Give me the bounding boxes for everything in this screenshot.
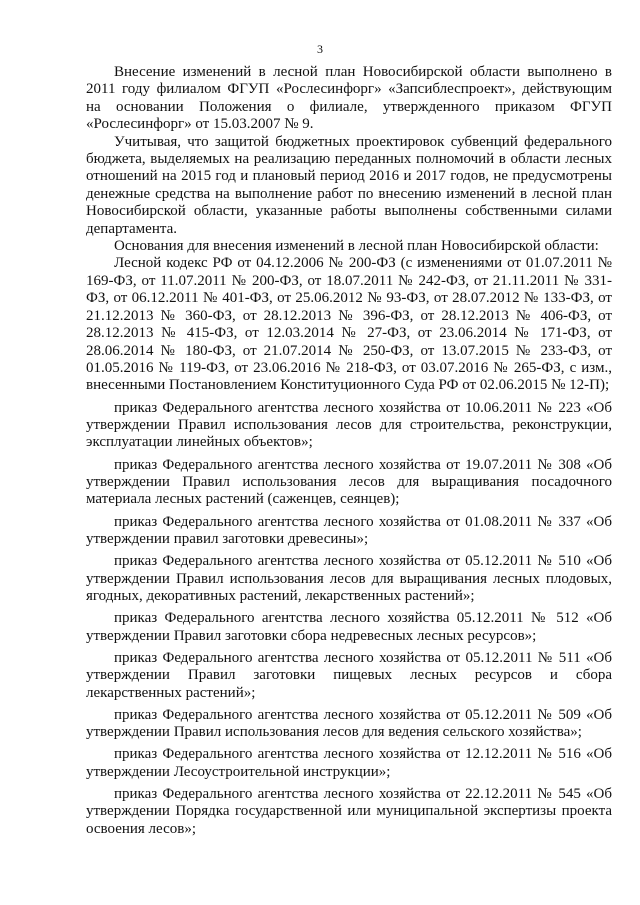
order-item: приказ Федерального агентства лесного хозяйства от 05.12.2011 № 510 «Об утверждении Правил использования лесов для выращивания лесных плодовых, ягодных, декоративных растений, лекарственных растений»;	[86, 553, 612, 604]
page-number: 3	[317, 42, 323, 56]
paragraph-intro: Внесение изменений в лесной план Новосибирской области выполнено в 2011 году филиалом ФГУП «Рослесинфорг» «Запсиблеспроект», действующим на основании Положения о филиале, утвержденного приказом ФГУП «Рослесинфорг» от 15.03.2007 № 9.	[86, 64, 612, 133]
paragraph-grounds-heading: Основания для внесения изменений в лесной план Новосибирской области:	[114, 238, 599, 255]
paragraph-forest-code: Лесной кодекс РФ от 04.12.2006 № 200-ФЗ (с изменениями от 01.07.2011 № 169-ФЗ, от 11.07.2011 № 200-ФЗ, от 18.07.2011 № 242-ФЗ, от 21.11.2011 № 331-ФЗ, от 06.12.2011 № 401-ФЗ, от 25.06.2012 № 93-ФЗ, от 28.07.2012 № 133-ФЗ, от 21.12.2013 № 360-ФЗ, от 28.12.2013 № 396-ФЗ, от 28.12.2013 № 406-ФЗ, от 28.12.2013 № 415-ФЗ, от 12.03.2014 № 27-ФЗ, от 23.06.2014 № 171-ФЗ, от 28.06.2014 № 180-ФЗ, от 21.07.2014 № 250-ФЗ, от 13.07.2015 № 233-ФЗ, от 01.05.2016 № 119-ФЗ, от 23.06.2016 № 218-ФЗ, от 03.07.2016 № 265-ФЗ, с изм., внесенными Постановлением Конституционного Суда РФ от 02.06.2015 № 12-П);	[86, 255, 612, 394]
order-item: приказ Федерального агентства лесного хозяйства от 10.06.2011 № 223 «Об утверждении Правил использования лесов для строительства, реконструкции, эксплуатации линейных объектов»;	[86, 399, 612, 451]
order-item: приказ Федерального агентства лесного хозяйства от 01.08.2011 № 337 «Об утверждении правил заготовки древесины»;	[86, 513, 612, 547]
document-body	[86, 64, 612, 838]
order-item: приказ Федерального агентства лесного хозяйства 05.12.2011 № 512 «Об утверждении Правил заготовки сбора недревесных лесных ресурсов»;	[86, 610, 612, 644]
order-item: приказ Федерального агентства лесного хозяйства от 22.12.2011 № 545 «Об утверждении Порядка государственной или муниципальной экспертизы проекта освоения лесов»;	[86, 786, 612, 837]
order-item: приказ Федерального агентства лесного хозяйства от 05.12.2011 № 511 «Об утверждении Правил заготовки пищевых лесных ресурсов и сбора лекарственных растений»;	[86, 649, 612, 701]
order-item: приказ Федерального агентства лесного хозяйства от 05.12.2011 № 509 «Об утверждении Правил использования лесов для ведения сельского хозяйства»;	[86, 706, 612, 741]
order-item: приказ Федерального агентства лесного хозяйства от 19.07.2011 № 308 «Об утверждении Правил использования лесов для выращивания посадочного материала лесных растений (саженцев, сеянцев);	[86, 456, 612, 508]
paragraph-funding: Учитывая, что защитой бюджетных проектировок субвенций федерального бюджета, выделяемых на реализацию переданных полномочий в области лесных отношений на 2015 год и плановый период 2016 и 2017 годов, не предусмотрены денежные средства на выполнение работ по внесению изменений в лесной план Новосибирской области, указанные работы выполнены собственными силами департамента.	[86, 133, 612, 237]
order-item: приказ Федерального агентства лесного хозяйства от 12.12.2011 № 516 «Об утверждении Лесоустроительной инструкции»;	[86, 746, 612, 780]
